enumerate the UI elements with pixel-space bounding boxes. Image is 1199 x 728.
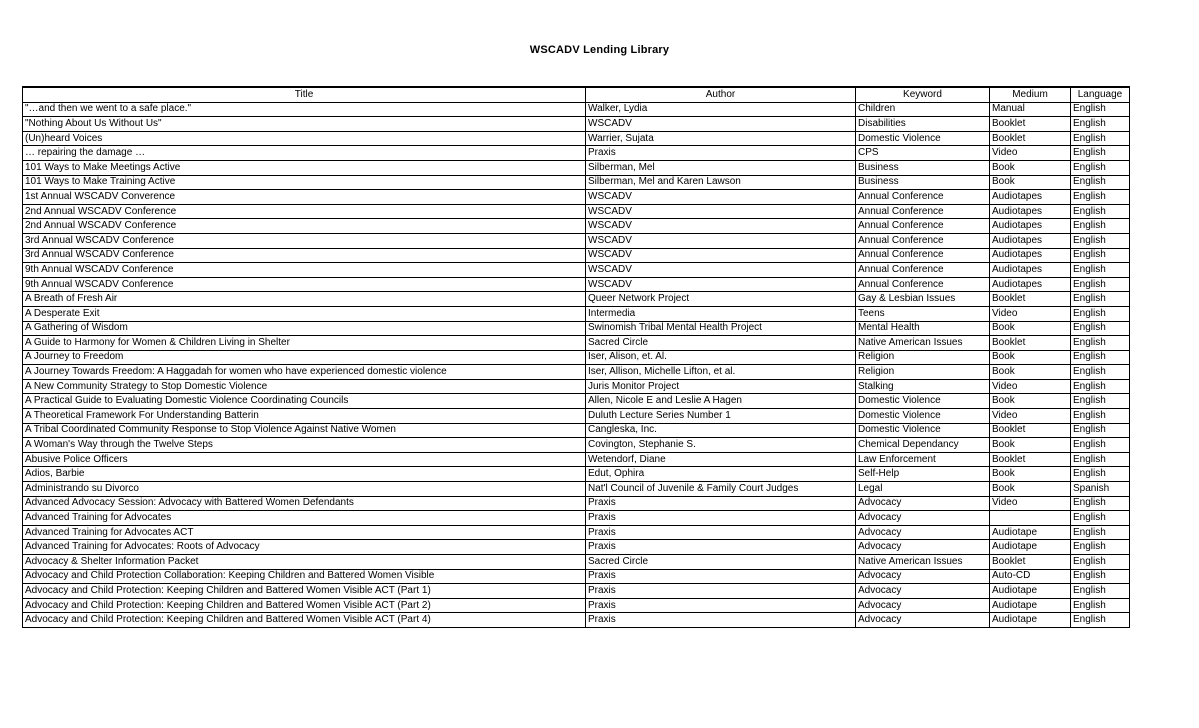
table-row	[23, 277, 1130, 292]
language-cell: English	[1071, 511, 1130, 526]
language-cell: English	[1071, 350, 1130, 365]
language-cell: English	[1071, 277, 1130, 292]
language-cell: English	[1071, 467, 1130, 482]
medium-cell: Book	[990, 175, 1071, 190]
author-cell: WSCADV	[586, 233, 856, 248]
language-cell: English	[1071, 160, 1130, 175]
author-cell: WSCADV	[586, 190, 856, 205]
table-row	[23, 306, 1130, 321]
keyword-cell: Annual Conference	[856, 248, 990, 263]
table-row	[23, 248, 1130, 263]
author-cell: Duluth Lecture Series Number 1	[586, 409, 856, 424]
keyword-cell: Self-Help	[856, 467, 990, 482]
keyword-cell: Stalking	[856, 379, 990, 394]
title-cell: Advanced Training for Advocates ACT	[23, 525, 586, 540]
title-cell: 2nd Annual WSCADV Conference	[23, 219, 586, 234]
title-cell: A Gathering of Wisdom	[23, 321, 586, 336]
title-cell: Advanced Advocacy Session: Advocacy with Battered Women Defendants	[23, 496, 586, 511]
author-cell: Nat'l Council of Juvenile & Family Court Judges	[586, 482, 856, 497]
table-row	[23, 365, 1130, 380]
medium-cell: Booklet	[990, 452, 1071, 467]
author-cell: Cangleska, Inc.	[586, 423, 856, 438]
keyword-cell: Disabilities	[856, 117, 990, 132]
table-row	[23, 350, 1130, 365]
language-cell: English	[1071, 525, 1130, 540]
author-cell: Silberman, Mel	[586, 160, 856, 175]
medium-cell: Book	[990, 438, 1071, 453]
keyword-cell: Advocacy	[856, 613, 990, 628]
medium-cell: Book	[990, 321, 1071, 336]
author-cell: Swinomish Tribal Mental Health Project	[586, 321, 856, 336]
medium-cell: Video	[990, 379, 1071, 394]
keyword-cell: Annual Conference	[856, 204, 990, 219]
language-cell: English	[1071, 248, 1130, 263]
title-cell: Advocacy and Child Protection Collaboration: Keeping Children and Battered Women Visible	[23, 569, 586, 584]
table-row	[23, 452, 1130, 467]
title-cell: A Desperate Exit	[23, 306, 586, 321]
author-cell: WSCADV	[586, 117, 856, 132]
author-cell: Wetendorf, Diane	[586, 452, 856, 467]
page-title: WSCADV Lending Library	[529, 44, 670, 56]
table-row	[23, 233, 1130, 248]
keyword-cell: Domestic Violence	[856, 131, 990, 146]
language-cell: English	[1071, 306, 1130, 321]
table-row	[23, 117, 1130, 132]
title-cell: Advocacy & Shelter Information Packet	[23, 555, 586, 570]
medium-cell: Booklet	[990, 292, 1071, 307]
author-cell: Iser, Alison, et. Al.	[586, 350, 856, 365]
medium-cell: Audiotapes	[990, 277, 1071, 292]
author-cell: Praxis	[586, 584, 856, 599]
language-cell: English	[1071, 438, 1130, 453]
author-cell: Praxis	[586, 540, 856, 555]
title-cell: 9th Annual WSCADV Conference	[23, 263, 586, 278]
medium-cell: Auto-CD	[990, 569, 1071, 584]
table-row	[23, 409, 1130, 424]
medium-cell: Audiotapes	[990, 219, 1071, 234]
medium-cell: Book	[990, 160, 1071, 175]
table-row	[23, 540, 1130, 555]
keyword-cell: Advocacy	[856, 540, 990, 555]
author-cell: Praxis	[586, 569, 856, 584]
language-cell: Spanish	[1071, 482, 1130, 497]
title-cell: Advocacy and Child Protection: Keeping Children and Battered Women Visible ACT (Part 2)	[23, 598, 586, 613]
keyword-cell: Advocacy	[856, 525, 990, 540]
title-cell: "…and then we went to a safe place."	[23, 102, 586, 117]
title-cell: A Journey to Freedom	[23, 350, 586, 365]
title-cell: Advocacy and Child Protection: Keeping Children and Battered Women Visible ACT (Part 4)	[23, 613, 586, 628]
table-row	[23, 321, 1130, 336]
keyword-cell: Children	[856, 102, 990, 117]
language-cell: English	[1071, 117, 1130, 132]
title-cell: A Journey Towards Freedom: A Haggadah for women who have experienced domestic violence	[23, 365, 586, 380]
language-cell: English	[1071, 204, 1130, 219]
keyword-cell: Chemical Dependancy	[856, 438, 990, 453]
keyword-cell: Annual Conference	[856, 219, 990, 234]
medium-cell: Audiotape	[990, 598, 1071, 613]
title-cell: Administrando su Divorco	[23, 482, 586, 497]
title-cell: 1st Annual WSCADV Converence	[23, 190, 586, 205]
lending-library-table	[22, 86, 1130, 628]
table-row	[23, 511, 1130, 526]
author-cell: Sacred Circle	[586, 336, 856, 351]
table-row	[23, 467, 1130, 482]
language-cell: English	[1071, 394, 1130, 409]
medium-cell: Audiotapes	[990, 248, 1071, 263]
medium-cell: Video	[990, 306, 1071, 321]
column-header-author: Author	[586, 87, 856, 102]
keyword-cell: Advocacy	[856, 584, 990, 599]
author-cell: Iser, Allison, Michelle Lifton, et al.	[586, 365, 856, 380]
medium-cell: Video	[990, 146, 1071, 161]
keyword-cell: Religion	[856, 350, 990, 365]
column-header-title: Title	[23, 87, 586, 102]
language-cell: English	[1071, 496, 1130, 511]
table-row	[23, 102, 1130, 117]
keyword-cell: Advocacy	[856, 569, 990, 584]
keyword-cell: Law Enforcement	[856, 452, 990, 467]
author-cell: Edut, Ophira	[586, 467, 856, 482]
language-cell: English	[1071, 379, 1130, 394]
keyword-cell: Advocacy	[856, 496, 990, 511]
title-cell: A Theoretical Framework For Understanding Batterin	[23, 409, 586, 424]
language-cell: English	[1071, 233, 1130, 248]
table-row	[23, 613, 1130, 628]
medium-cell: Book	[990, 365, 1071, 380]
keyword-cell: Business	[856, 175, 990, 190]
author-cell: WSCADV	[586, 219, 856, 234]
author-cell: Praxis	[586, 598, 856, 613]
title-cell: A Woman's Way through the Twelve Steps	[23, 438, 586, 453]
language-cell: English	[1071, 423, 1130, 438]
title-cell: 3rd Annual WSCADV Conference	[23, 233, 586, 248]
table-row	[23, 263, 1130, 278]
title-cell: "Nothing About Us Without Us"	[23, 117, 586, 132]
table-row	[23, 131, 1130, 146]
medium-cell: Booklet	[990, 117, 1071, 132]
medium-cell: Booklet	[990, 131, 1071, 146]
language-cell: English	[1071, 613, 1130, 628]
author-cell: Praxis	[586, 146, 856, 161]
language-cell: English	[1071, 263, 1130, 278]
keyword-cell: Business	[856, 160, 990, 175]
table-row	[23, 598, 1130, 613]
author-cell: Juris Monitor Project	[586, 379, 856, 394]
table-row	[23, 496, 1130, 511]
medium-cell: Audiotapes	[990, 233, 1071, 248]
table-row	[23, 438, 1130, 453]
column-header-language: Language	[1071, 87, 1130, 102]
keyword-cell: Domestic Violence	[856, 423, 990, 438]
medium-cell: Book	[990, 394, 1071, 409]
language-cell: English	[1071, 409, 1130, 424]
medium-cell: Book	[990, 467, 1071, 482]
language-cell: English	[1071, 452, 1130, 467]
table-row	[23, 292, 1130, 307]
table-row	[23, 584, 1130, 599]
author-cell: Silberman, Mel and Karen Lawson	[586, 175, 856, 190]
table-row	[23, 160, 1130, 175]
language-cell: English	[1071, 146, 1130, 161]
author-cell: WSCADV	[586, 204, 856, 219]
title-cell: 9th Annual WSCADV Conference	[23, 277, 586, 292]
header-row	[23, 87, 1130, 102]
keyword-cell: Annual Conference	[856, 233, 990, 248]
keyword-cell: Domestic Violence	[856, 409, 990, 424]
medium-cell: Video	[990, 409, 1071, 424]
author-cell: Praxis	[586, 496, 856, 511]
keyword-cell: Mental Health	[856, 321, 990, 336]
table-row	[23, 336, 1130, 351]
table-row	[23, 146, 1130, 161]
table-body	[23, 102, 1130, 627]
table-row	[23, 423, 1130, 438]
title-cell: (Un)heard Voices	[23, 131, 586, 146]
language-cell: English	[1071, 292, 1130, 307]
title-cell: A Tribal Coordinated Community Response to Stop Violence Against Native Women	[23, 423, 586, 438]
language-cell: English	[1071, 584, 1130, 599]
table-row	[23, 555, 1130, 570]
author-cell: WSCADV	[586, 248, 856, 263]
title-cell: A Guide to Harmony for Women & Children Living in Shelter	[23, 336, 586, 351]
title-cell: 101 Ways to Make Meetings Active	[23, 160, 586, 175]
title-cell: … repairing the damage …	[23, 146, 586, 161]
language-cell: English	[1071, 569, 1130, 584]
language-cell: English	[1071, 336, 1130, 351]
medium-cell: Book	[990, 350, 1071, 365]
table-row	[23, 482, 1130, 497]
keyword-cell: Religion	[856, 365, 990, 380]
keyword-cell: Advocacy	[856, 598, 990, 613]
language-cell: English	[1071, 555, 1130, 570]
author-cell: WSCADV	[586, 263, 856, 278]
language-cell: English	[1071, 540, 1130, 555]
title-cell: Advanced Training for Advocates: Roots of Advocacy	[23, 540, 586, 555]
author-cell: Praxis	[586, 613, 856, 628]
table-row	[23, 394, 1130, 409]
medium-cell: Booklet	[990, 336, 1071, 351]
language-cell: English	[1071, 190, 1130, 205]
keyword-cell: Native American Issues	[856, 336, 990, 351]
keyword-cell: Annual Conference	[856, 277, 990, 292]
author-cell: Warrier, Sujata	[586, 131, 856, 146]
title-cell: Advanced Training for Advocates	[23, 511, 586, 526]
medium-cell: Audiotapes	[990, 263, 1071, 278]
keyword-cell: Gay & Lesbian Issues	[856, 292, 990, 307]
keyword-cell: Domestic Violence	[856, 394, 990, 409]
author-cell: Praxis	[586, 511, 856, 526]
language-cell: English	[1071, 365, 1130, 380]
language-cell: English	[1071, 219, 1130, 234]
keyword-cell: Legal	[856, 482, 990, 497]
table-row	[23, 175, 1130, 190]
language-cell: English	[1071, 131, 1130, 146]
table-row	[23, 219, 1130, 234]
table-row	[23, 190, 1130, 205]
title-cell: 101 Ways to Make Training Active	[23, 175, 586, 190]
table-row	[23, 525, 1130, 540]
title-cell: Adios, Barbie	[23, 467, 586, 482]
author-cell: Sacred Circle	[586, 555, 856, 570]
medium-cell: Audiotape	[990, 584, 1071, 599]
table-row	[23, 569, 1130, 584]
keyword-cell: Advocacy	[856, 511, 990, 526]
author-cell: Walker, Lydia	[586, 102, 856, 117]
medium-cell: Audiotapes	[990, 204, 1071, 219]
author-cell: Queer Network Project	[586, 292, 856, 307]
language-cell: English	[1071, 175, 1130, 190]
title-cell: A Practical Guide to Evaluating Domestic Violence Coordinating Councils	[23, 394, 586, 409]
medium-cell: Book	[990, 482, 1071, 497]
title-cell: A New Community Strategy to Stop Domestic Violence	[23, 379, 586, 394]
keyword-cell: Teens	[856, 306, 990, 321]
medium-cell	[990, 511, 1071, 526]
medium-cell: Manual	[990, 102, 1071, 117]
title-cell: Abusive Police Officers	[23, 452, 586, 467]
medium-cell: Booklet	[990, 555, 1071, 570]
table-row	[23, 379, 1130, 394]
table-row	[23, 204, 1130, 219]
medium-cell: Audiotape	[990, 540, 1071, 555]
medium-cell: Audiotape	[990, 613, 1071, 628]
author-cell: Praxis	[586, 525, 856, 540]
medium-cell: Video	[990, 496, 1071, 511]
keyword-cell: Native American Issues	[856, 555, 990, 570]
title-cell: 3rd Annual WSCADV Conference	[23, 248, 586, 263]
author-cell: Allen, Nicole E and Leslie A Hagen	[586, 394, 856, 409]
author-cell: WSCADV	[586, 277, 856, 292]
column-header-keyword: Keyword	[856, 87, 990, 102]
keyword-cell: CPS	[856, 146, 990, 161]
keyword-cell: Annual Conference	[856, 263, 990, 278]
medium-cell: Audiotapes	[990, 190, 1071, 205]
medium-cell: Audiotape	[990, 525, 1071, 540]
title-cell: 2nd Annual WSCADV Conference	[23, 204, 586, 219]
author-cell: Covington, Stephanie S.	[586, 438, 856, 453]
language-cell: English	[1071, 598, 1130, 613]
title-cell: A Breath of Fresh Air	[23, 292, 586, 307]
column-header-medium: Medium	[990, 87, 1071, 102]
language-cell: English	[1071, 102, 1130, 117]
author-cell: Intermedia	[586, 306, 856, 321]
keyword-cell: Annual Conference	[856, 190, 990, 205]
medium-cell: Booklet	[990, 423, 1071, 438]
title-cell: Advocacy and Child Protection: Keeping Children and Battered Women Visible ACT (Part 1)	[23, 584, 586, 599]
language-cell: English	[1071, 321, 1130, 336]
